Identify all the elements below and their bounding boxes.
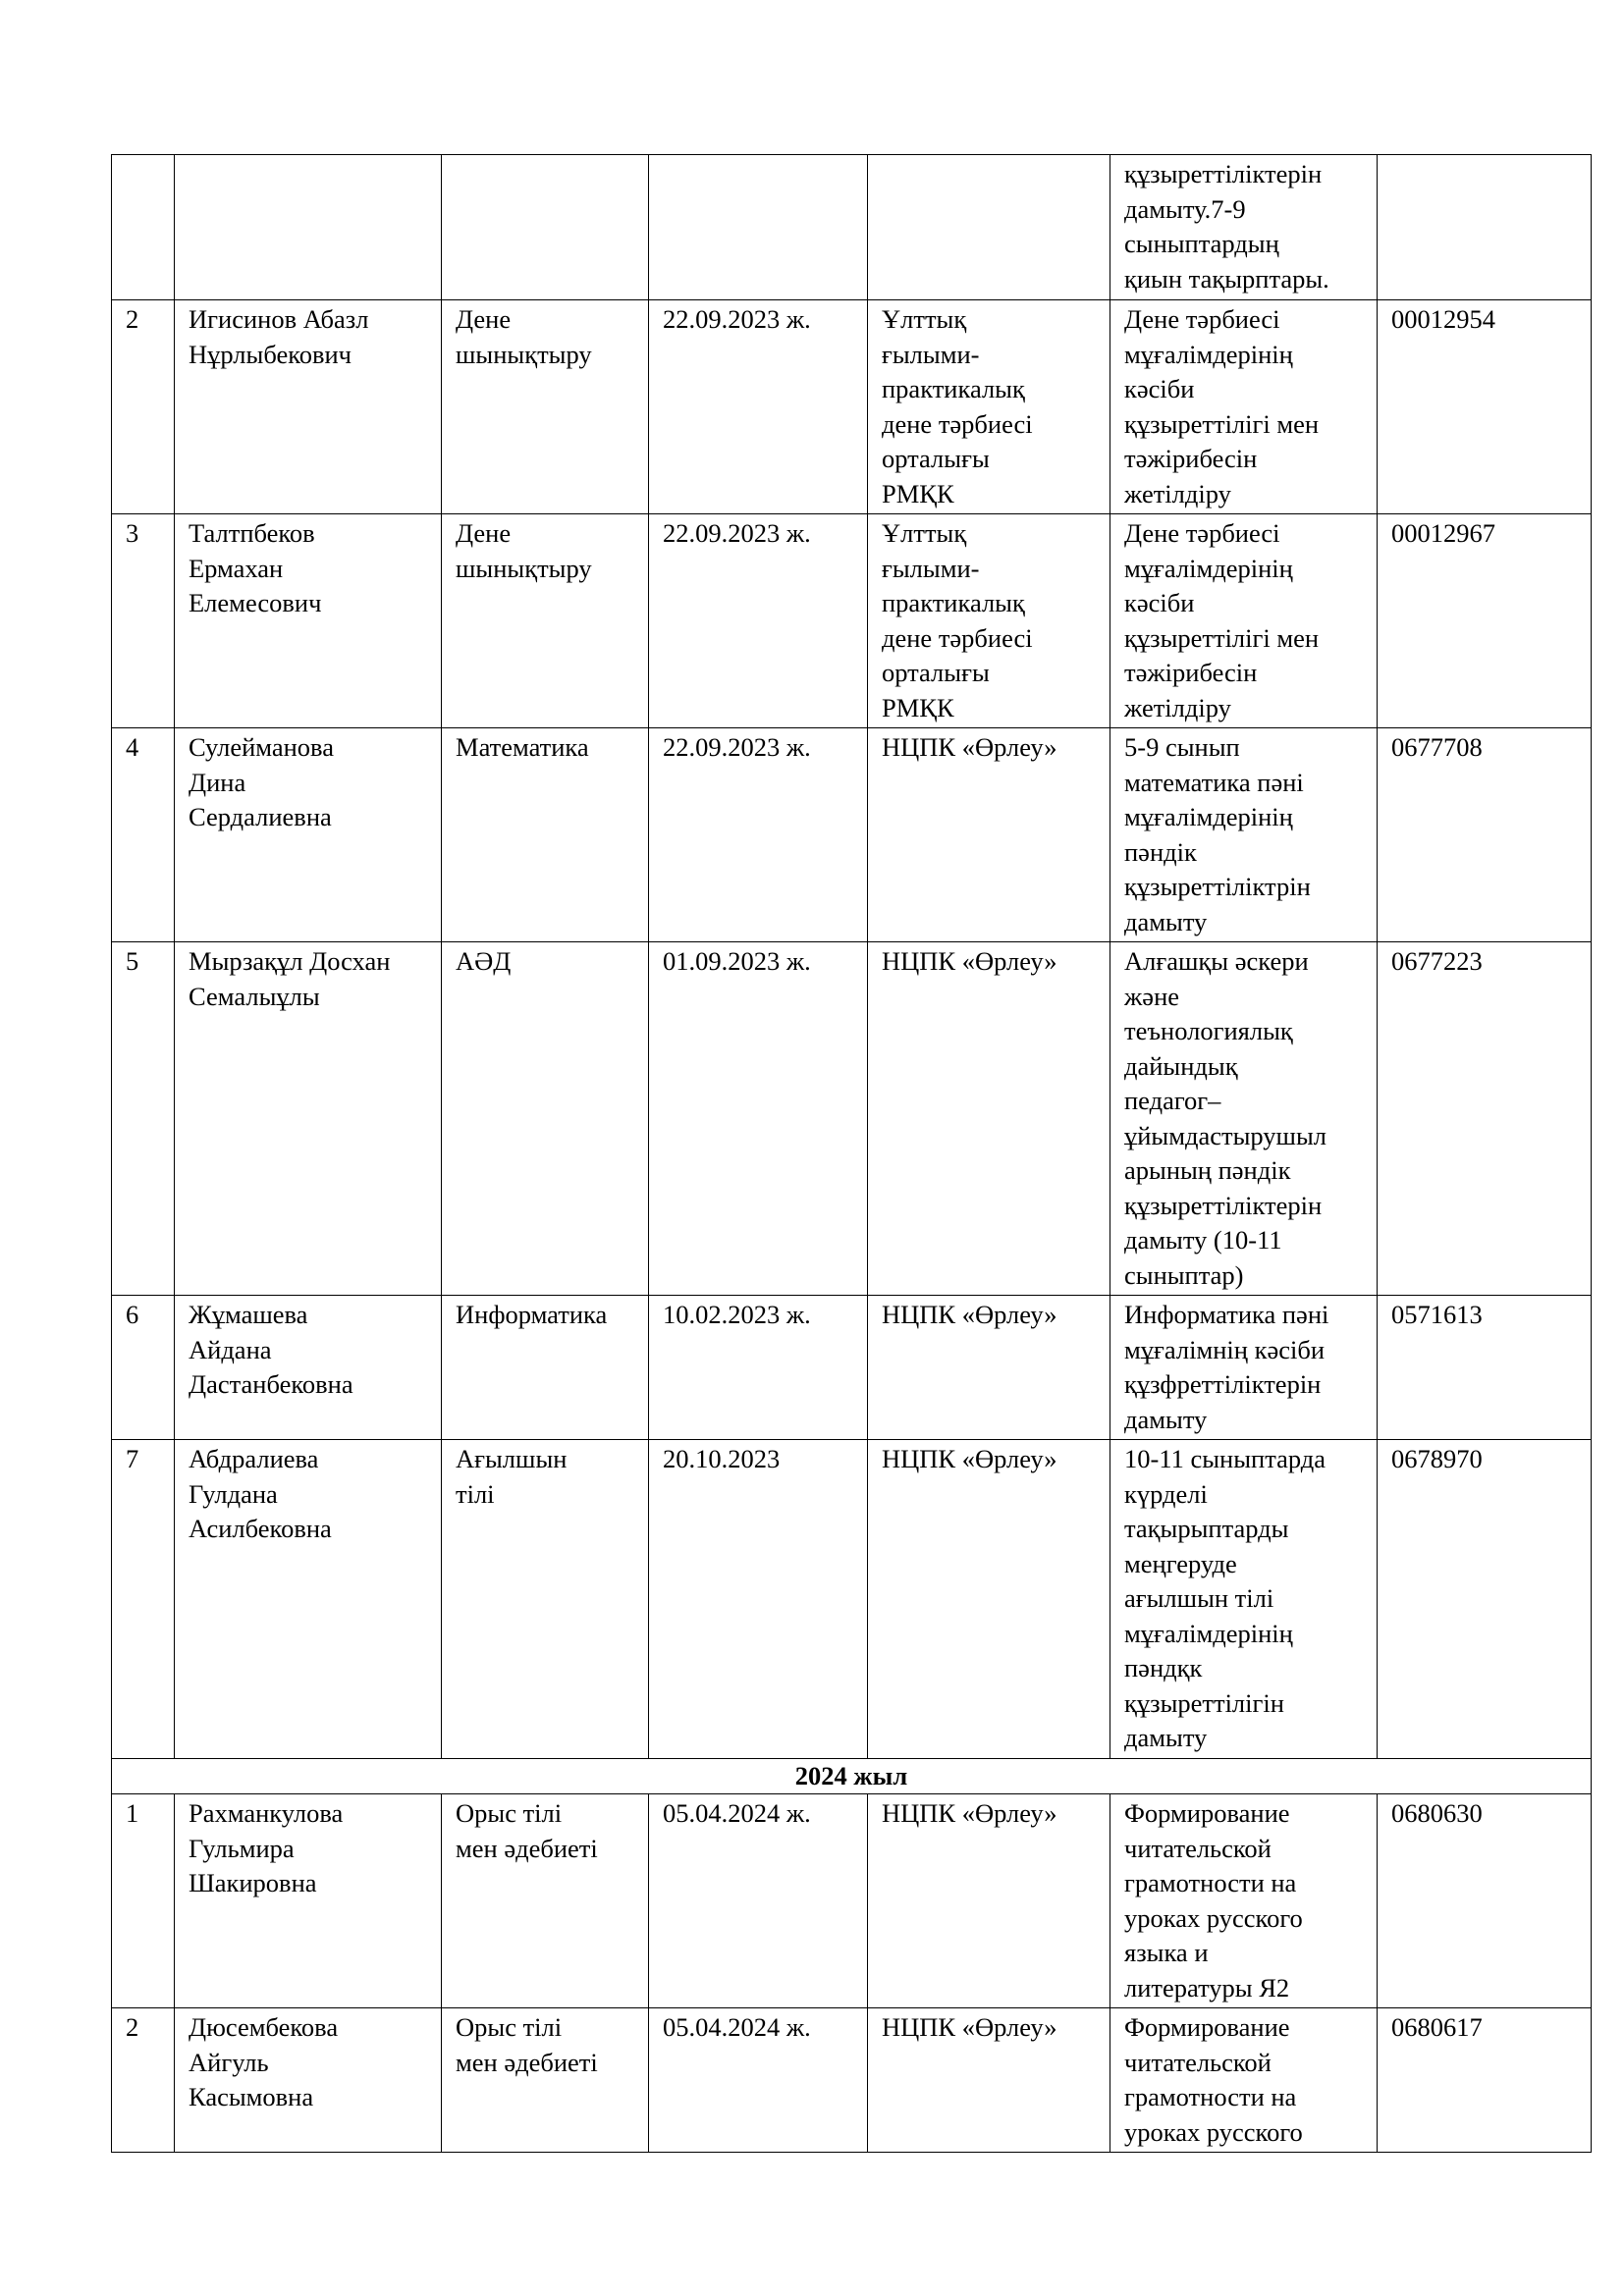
date-cell [649, 1296, 868, 1440]
cell-text-line: 20.10.2023 [663, 1444, 781, 1473]
cell-text-line: күрделі [1124, 1478, 1208, 1509]
cell-text-line: 2 [126, 304, 139, 334]
teacher-training-table [111, 154, 1592, 2153]
cell-text-line: 1 [126, 1798, 139, 1828]
cell-text-line: 3 [126, 518, 139, 548]
cell-text-line: жетілдіру [1124, 478, 1231, 508]
course-title-cell [1110, 2008, 1378, 2153]
table-row [112, 1296, 1592, 1440]
cell-text-line: дамыту [1124, 1723, 1208, 1752]
cell-text-line: НЦПК «Өрлеу» [882, 946, 1057, 976]
teacher-name-cell [175, 514, 442, 728]
table-row [112, 942, 1592, 1296]
row-number-cell [112, 942, 175, 1296]
cell-text-line: НЦПК «Өрлеу» [882, 2012, 1057, 2042]
cell-text-line: қиын тақырптары. [1124, 263, 1329, 294]
cell-text-line: мұғалімдерінің [1124, 339, 1293, 369]
cell-text-line: математика пәні [1124, 767, 1304, 797]
cell-text-line: Айгуль [189, 2047, 269, 2077]
certificate-number-cell [1378, 1440, 1592, 1759]
cell-text-line: дамыту [1124, 1404, 1208, 1434]
cell-text-line: құзфреттіліктерін [1124, 1369, 1322, 1399]
course-title-cell [1110, 942, 1378, 1296]
cell-text-line: Касымовна [189, 2082, 314, 2111]
cell-text-line: 5-9 сынып [1124, 732, 1240, 762]
cell-text-line: уроках русского [1124, 2116, 1303, 2147]
cell-text-line: 5 [126, 946, 139, 976]
cell-text-line: 7 [126, 1444, 139, 1473]
cell-text-line: Ұлттық [882, 518, 967, 548]
date-cell [649, 2008, 868, 2153]
organization-cell [868, 1794, 1110, 2008]
certificate-number-cell [1378, 1794, 1592, 2008]
date-cell [649, 155, 868, 300]
cell-text-line: 0680617 [1391, 2012, 1483, 2042]
cell-text-line: Асилбековна [189, 1514, 332, 1543]
table-row [112, 514, 1592, 728]
cell-text-line: ғылыми- [882, 339, 980, 369]
cell-text-line: мұғалімдерінің [1124, 553, 1293, 583]
row-number-cell [112, 1794, 175, 2008]
certificate-number-cell [1378, 728, 1592, 942]
cell-text-line: читательской [1124, 1833, 1272, 1863]
teacher-name-cell [175, 728, 442, 942]
teacher-name-cell [175, 942, 442, 1296]
cell-text-line: дамыту (10-11 [1124, 1225, 1282, 1255]
subject-cell [442, 1440, 649, 1759]
row-number-cell [112, 2008, 175, 2153]
subject-cell [442, 728, 649, 942]
date-cell [649, 1440, 868, 1759]
cell-text-line: НЦПК «Өрлеу» [882, 1444, 1057, 1473]
cell-text-line: Дене тәрбиесі [1124, 518, 1280, 548]
cell-text-line: 10.02.2023 ж. [663, 1300, 811, 1329]
cell-text-line: Гульмира [189, 1833, 295, 1863]
cell-text-line: Рахманкулова [189, 1798, 344, 1828]
cell-text-line: 4 [126, 732, 139, 762]
date-cell [649, 300, 868, 514]
row-number-cell [112, 155, 175, 300]
cell-text-line: Елемесович [189, 588, 322, 617]
cell-text-line: Нұрлыбекович [189, 339, 352, 369]
cell-text-line: мен әдебиеті [456, 2047, 598, 2077]
cell-text-line: НЦПК «Өрлеу» [882, 1300, 1057, 1329]
cell-text-line: грамотности на [1124, 1868, 1297, 1897]
cell-text-line: Ұлттық [882, 304, 967, 334]
cell-text-line: сыныптар) [1124, 1259, 1244, 1290]
cell-text-line: және [1124, 981, 1180, 1011]
cell-text-line: Айдана [189, 1334, 272, 1364]
course-title-cell [1110, 1794, 1378, 2008]
cell-text-line: тәжірибесін [1124, 444, 1258, 473]
cell-text-line: дене тәрбиесі [882, 408, 1033, 439]
date-cell [649, 728, 868, 942]
subject-cell [442, 514, 649, 728]
cell-text-line: Информатика пәні [1124, 1300, 1329, 1329]
year-heading: 2024 жыл [112, 1758, 1592, 1794]
teacher-name-cell [175, 300, 442, 514]
year-section-row [112, 1758, 1592, 1794]
subject-cell [442, 942, 649, 1296]
cell-text-line: 2 [126, 2012, 139, 2042]
certificate-number-cell [1378, 300, 1592, 514]
row-number-cell [112, 1296, 175, 1440]
cell-text-line: ғылыми- [882, 553, 980, 583]
cell-text-line: уроках русского [1124, 1902, 1303, 1933]
cell-text-line: РМҚК [882, 478, 954, 508]
cell-text-line: Игисинов Абазл [189, 304, 369, 334]
cell-text-line: НЦПК «Өрлеу» [882, 1798, 1057, 1828]
cell-text-line: арының пәндік [1124, 1155, 1291, 1185]
cell-text-line: практикалық [882, 588, 1025, 617]
cell-text-line: Жұмашева [189, 1300, 308, 1329]
cell-text-line: 00012954 [1391, 304, 1495, 334]
cell-text-line: Информатика [456, 1300, 608, 1329]
cell-text-line: РМҚК [882, 692, 954, 722]
teacher-name-cell [175, 1794, 442, 2008]
cell-text-line: Ермахан [189, 553, 284, 583]
cell-text-line: языка и [1124, 1938, 1209, 1967]
course-title-cell [1110, 514, 1378, 728]
cell-text-line: мен әдебиеті [456, 1833, 598, 1863]
teacher-name-cell [175, 1296, 442, 1440]
cell-text-line: шынықтыру [456, 553, 592, 583]
cell-text-line: Формирование [1124, 1798, 1290, 1828]
cell-text-line: Гулдана [189, 1478, 278, 1509]
cell-text-line: грамотности на [1124, 2082, 1297, 2111]
table-row [112, 1794, 1592, 2008]
organization-cell [868, 728, 1110, 942]
cell-text-line: Дастанбековна [189, 1369, 353, 1399]
table-row [112, 2008, 1592, 2153]
table-row [112, 300, 1592, 514]
teacher-name-cell [175, 1440, 442, 1759]
row-number-cell [112, 728, 175, 942]
course-title-cell [1110, 1440, 1378, 1759]
organization-cell [868, 1440, 1110, 1759]
table-row [112, 728, 1592, 942]
certificate-number-cell [1378, 1296, 1592, 1440]
cell-text-line: дамыту.7-9 [1124, 193, 1246, 224]
teacher-name-cell [175, 155, 442, 300]
table-row [112, 1440, 1592, 1759]
table-row [112, 155, 1592, 300]
cell-text-line: мұғалімдерінің [1124, 802, 1293, 831]
date-cell [649, 1794, 868, 2008]
cell-text-line: Абдралиева [189, 1444, 319, 1473]
cell-text-line: Дюсембекова [189, 2012, 339, 2042]
subject-cell [442, 155, 649, 300]
row-number-cell [112, 514, 175, 728]
cell-text-line: 0678970 [1391, 1444, 1483, 1473]
cell-text-line: 22.09.2023 ж. [663, 518, 811, 548]
cell-text-line: Математика [456, 732, 589, 762]
cell-text-line: Дене тәрбиесі [1124, 304, 1280, 334]
cell-text-line: жетілдіру [1124, 692, 1231, 722]
cell-text-line: Алғашқы әскери [1124, 946, 1309, 976]
cell-text-line: 05.04.2024 ж. [663, 2012, 811, 2042]
cell-text-line: 00012967 [1391, 518, 1495, 548]
cell-text-line: дене тәрбиесі [882, 622, 1033, 653]
teacher-name-cell [175, 2008, 442, 2153]
certificate-number-cell [1378, 2008, 1592, 2153]
cell-text-line: 22.09.2023 ж. [663, 304, 811, 334]
cell-text-line: 0571613 [1391, 1300, 1483, 1329]
cell-text-line: Формирование [1124, 2012, 1290, 2042]
cell-text-line: кәсіби [1124, 588, 1195, 617]
subject-cell [442, 1794, 649, 2008]
cell-text-line: Орыс тілі [456, 1798, 563, 1828]
cell-text-line: 0680630 [1391, 1798, 1483, 1828]
cell-text-line: Дене [456, 518, 512, 548]
cell-text-line: кәсіби [1124, 374, 1195, 403]
cell-text-line: құзыреттілігі мен [1124, 408, 1320, 439]
date-cell [649, 514, 868, 728]
organization-cell [868, 514, 1110, 728]
organization-cell [868, 942, 1110, 1296]
subject-cell [442, 1296, 649, 1440]
cell-text-line: АӘД [456, 946, 512, 976]
cell-text-line: 6 [126, 1300, 139, 1329]
cell-text-line: ұйымдастырушыл [1124, 1120, 1326, 1150]
organization-cell [868, 1296, 1110, 1440]
cell-text-line: шынықтыру [456, 339, 592, 369]
date-cell [649, 942, 868, 1296]
cell-text-line: читательской [1124, 2047, 1272, 2077]
cell-text-line: құзыреттілігін [1124, 1687, 1284, 1718]
cell-text-line: педагог– [1124, 1086, 1221, 1115]
cell-text-line: құзыреттіліктерін [1124, 1190, 1323, 1220]
cell-text-line: мұғалімнің кәсіби [1124, 1334, 1326, 1364]
cell-text-line: Сердалиевна [189, 802, 332, 831]
certificate-number-cell [1378, 942, 1592, 1296]
cell-text-line: пәндқк [1124, 1653, 1203, 1682]
cell-text-line: Семалыұлы [189, 981, 320, 1011]
cell-text-line: НЦПК «Өрлеу» [882, 732, 1057, 762]
organization-cell [868, 155, 1110, 300]
cell-text-line: құзыреттілігі мен [1124, 622, 1320, 653]
cell-text-line: 0677223 [1391, 946, 1483, 976]
cell-text-line: сыныптардың [1124, 229, 1279, 258]
cell-text-line: Орыс тілі [456, 2012, 563, 2042]
cell-text-line: дамыту [1124, 906, 1208, 936]
course-title-cell [1110, 1296, 1378, 1440]
course-title-cell [1110, 155, 1378, 300]
cell-text-line: Сулейманова [189, 732, 334, 762]
cell-text-line: Дина [189, 767, 246, 797]
table-body [112, 155, 1592, 2153]
cell-text-line: Мырзақұл Досхан [189, 946, 391, 976]
cell-text-line: 22.09.2023 ж. [663, 732, 811, 762]
cell-text-line: 05.04.2024 ж. [663, 1798, 811, 1828]
subject-cell [442, 300, 649, 514]
cell-text-line: Шакировна [189, 1868, 317, 1897]
cell-text-line: құзыреттіліктерін [1124, 159, 1323, 188]
subject-cell [442, 2008, 649, 2153]
cell-text-line: практикалық [882, 374, 1025, 403]
cell-text-line: мұғалімдерінің [1124, 1618, 1293, 1648]
cell-text-line: меңгеруде [1124, 1548, 1237, 1578]
cell-text-line: орталығы [882, 444, 990, 473]
course-title-cell [1110, 300, 1378, 514]
cell-text-line: ағылшын тілі [1124, 1583, 1274, 1613]
cell-text-line: литературы Я2 [1124, 1972, 1290, 2002]
cell-text-line: Ағылшын [456, 1444, 568, 1473]
cell-text-line: тәжірибесін [1124, 658, 1258, 687]
cell-text-line: Дене [456, 304, 512, 334]
cell-text-line: тілі [456, 1478, 495, 1509]
row-number-cell [112, 300, 175, 514]
certificate-number-cell [1378, 514, 1592, 728]
cell-text-line: орталығы [882, 658, 990, 687]
row-number-cell [112, 1440, 175, 1759]
organization-cell [868, 300, 1110, 514]
course-title-cell [1110, 728, 1378, 942]
certificate-number-cell [1378, 155, 1592, 300]
cell-text-line: 10-11 сыныптарда [1124, 1444, 1326, 1473]
cell-text-line: теънологиялық [1124, 1016, 1293, 1045]
cell-text-line: тақырыптарды [1124, 1514, 1289, 1543]
organization-cell [868, 2008, 1110, 2153]
cell-text-line: дайындық [1124, 1050, 1238, 1081]
cell-text-line: Талтпбеков [189, 518, 315, 548]
cell-text-line: 0677708 [1391, 732, 1483, 762]
cell-text-line: пәндік [1124, 836, 1197, 867]
cell-text-line: құзыреттіліктрін [1124, 872, 1311, 901]
cell-text-line: 01.09.2023 ж. [663, 946, 811, 976]
